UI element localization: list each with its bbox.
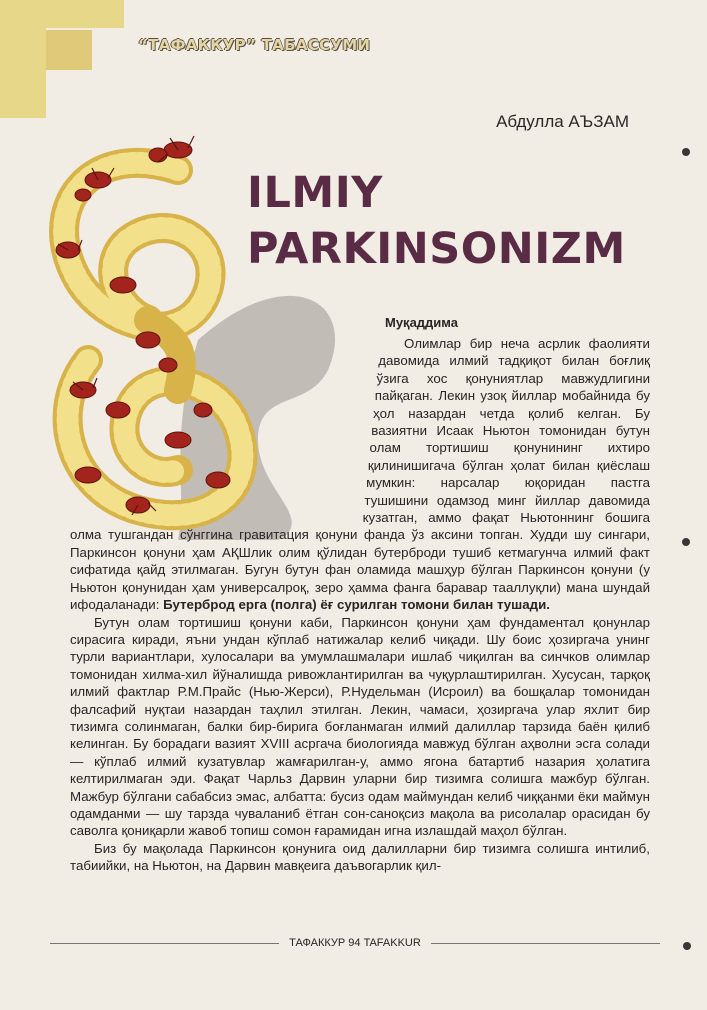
rubric-heading: “ТАФАККУР” ТАБАССУМИ bbox=[138, 36, 371, 54]
footer-text: ТАФАККУР 94 TAFAKKUR bbox=[289, 937, 421, 949]
paragraph-1-text: Олимлар бир неча асрлик фаолияти давомида илмий тадқиқот билан боғлиқ ўзига хос қонуниятлар мавжудлигини пайқаган. Лекин узоқ йиллар мобайнида бу ҳол назардан четда қолиб келган. Бу вазиятни Исаак Ньютон томонидан бутун олам тортишиш қонунининг ихтиро қилинишигача бўлган ҳолат билан қиёслаш мумкин: нарсалар юқоридан пастга тушишини одамзод минг йиллар давомида кузатган, аммо фақат Ньютоннинг бошига олма тушгандан сўнггина гравитация қонуни фанда ўз аксини топган. Худди шу сингари, Паркинсон қонуни ҳам АҚШлик олим қўлидан бутерброди тушиб кетмагунча илмий факт сифатида қайд этилмаган. Бугун бутун фан оламида машҳур бўлган Паркинсон қонуни (у Ньютон қонунидан ҳам универсалроқ, зеро ҳамма фанга баравар тааллуқли) мана шундай ифодаланади: bbox=[70, 336, 650, 613]
header-tab bbox=[46, 30, 92, 70]
section-heading: Муқаддима bbox=[385, 315, 458, 330]
paragraph-2: Бутун олам тортишиш қонуни каби, Паркинсон қонуни ҳам фундаментал қонунлар сирасига киради, яъни ундан кўплаб натижалар келиб чиқади. Шу боис ҳозиргача унинг турли вариантлари, хулосалари ва умумлашмалари ишлаб чиқилган ва синчков олимлар томонидан хилма-хил йўналишда ривожлантирилган ва чуқурлаштирилган. Хусусан, тарқоқ илмий фактлар Р.М.Прайс (Нью-Жерси), Р.Нудельман (Исроил) ва бошқалар томонидан фалсафий нуқтаи назардан таҳлил этилган. Лекин, чамаси, ҳозиргача улар яхлит бир тизимга солинмаган, балки бир-бирига боғланмаган илмий далиллар тарзида баён қилиб келинган. Бу борадаги вазият XVIII асргача биологияда мавжуд бўлган аҳволни эсга солади — кўплаб илмий кузатувлар жамғарилган-у, аммо ягона батартиб назария ҳолатига келтирилмаган эди. Фақат Чарльз Дарвин уларни бир тизимга солишга мажбур бўлган. Мажбур бўлгани сабабсиз эмас, албатта: бусиз одам маймундан келиб чиққанми ёки маймун одамданми — шу тарзда чуваланиб ётган сон-саноқсиз мақола ва рисолалар орасидан бу саволга қониқарли жавоб топиш сомон ғарамидан игна излашдай маҳол бўлган. bbox=[70, 614, 650, 839]
binding-hole-icon bbox=[683, 942, 691, 950]
text-wrap-spacer bbox=[70, 335, 380, 525]
binding-hole-icon bbox=[682, 538, 690, 546]
page-footer bbox=[50, 935, 660, 951]
paragraph-1-bold: Бутерброд ерга (полга) ёғ сурилган томони билан тушади. bbox=[163, 597, 550, 613]
article-body bbox=[70, 335, 650, 875]
article-author: Абдулла АЪЗАМ bbox=[496, 112, 629, 131]
binding-hole-icon bbox=[682, 148, 690, 156]
title-line-2: PARKINSONIZM bbox=[247, 224, 626, 274]
header-yellow-block bbox=[0, 0, 46, 118]
footer-rule-left bbox=[50, 943, 279, 944]
header-yellow-strip bbox=[46, 0, 124, 28]
paragraph-3: Биз бу мақолада Паркинсон қонунига оид далилларни бир тизимга солишга интилиб, табиийки, на Ньютон, на Дарвин мавқеига даъвогарлик қил- bbox=[70, 840, 650, 874]
title-line-1: ILMIY bbox=[247, 168, 383, 218]
footer-rule-right bbox=[431, 943, 660, 944]
